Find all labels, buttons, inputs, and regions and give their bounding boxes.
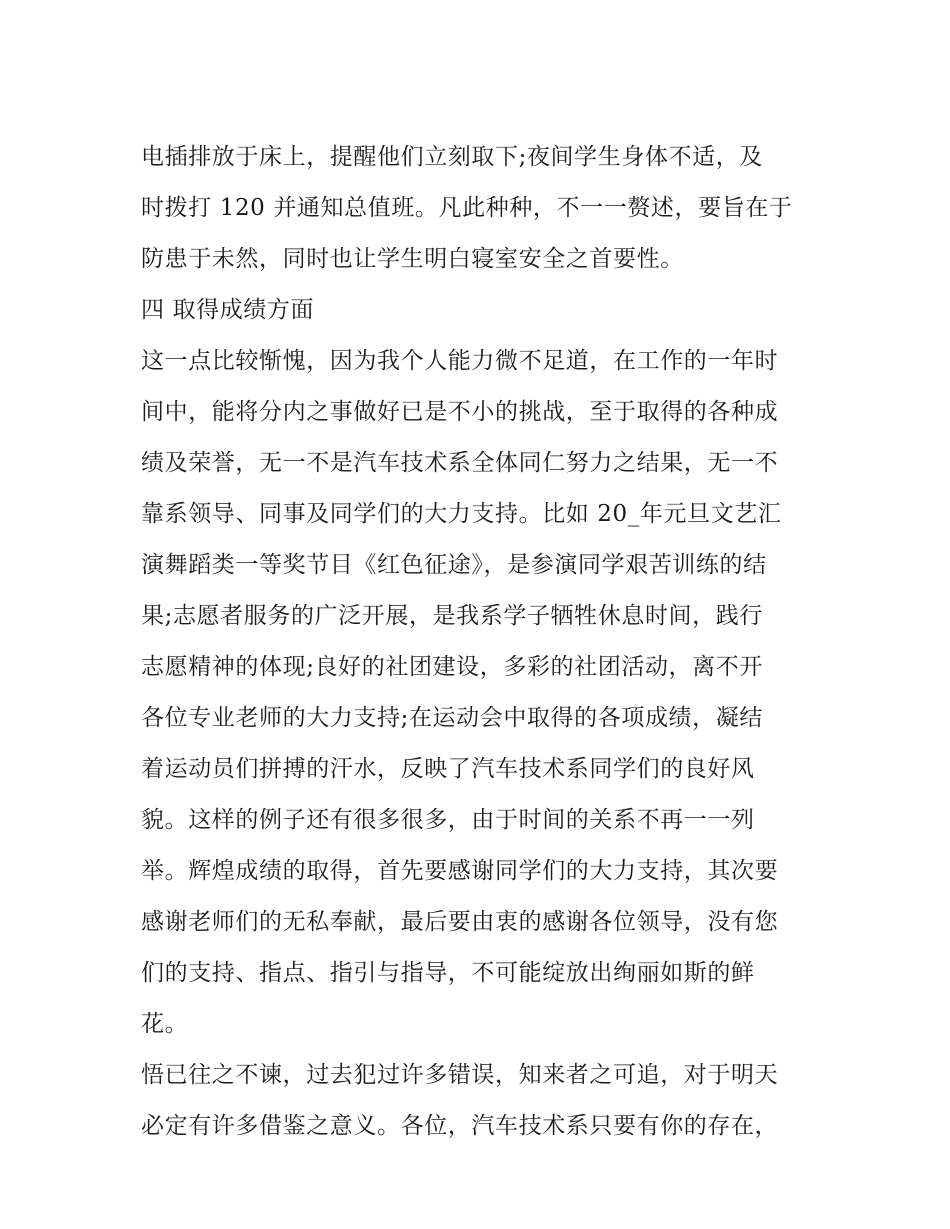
text-line: 必定有许多借鉴之意义。各位，汽车技术系只要有你的存在， (141, 1113, 779, 1139)
text-line: 间中，能将分内之事做好已是不小的挑战，至于取得的各种成 (141, 399, 779, 425)
text-line: 防患于未然，同时也让学生明白寝室安全之首要性。 (141, 246, 684, 272)
text-line: 电插排放于床上，提醒他们立刻取下;夜间学生身体不适，及 (141, 144, 763, 170)
text-line: 绩及荣誉，无一不是汽车技术系全体同仁努力之结果，无一不 (141, 450, 779, 476)
text-line: 各位专业老师的大力支持;在运动会中取得的各项成绩，凝结 (141, 705, 763, 731)
text-line: 着运动员们拼搏的汗水，反映了汽车技术系同学们的良好风 (141, 756, 755, 782)
text-line: 这一点比较惭愧，因为我个人能力微不足道，在工作的一年时 (141, 348, 779, 374)
text-line: 貌。这样的例子还有很多很多，由于时间的关系不再一一列 (141, 807, 755, 833)
text-line: 悟已往之不谏，过去犯过许多错误，知来者之可追，对于明天 (141, 1062, 779, 1088)
text-line: 志愿精神的体现;良好的社团建设，多彩的社团活动，离不开 (141, 654, 763, 680)
text-line: 们的支持、指点、指引与指导，不可能绽放出绚丽如斯的鲜 (141, 960, 755, 986)
text-line: 举。辉煌成绩的取得，首先要感谢同学们的大力支持，其次要 (141, 858, 779, 884)
section-heading: 四 取得成绩方面 (141, 297, 315, 323)
text-line: 果;志愿者服务的广泛开展，是我系学子牺牲休息时间，践行 (141, 603, 763, 629)
text-line: 演舞蹈类一等奖节目《红色征途》，是参演同学艰苦训练的结 (141, 552, 767, 578)
text-line: 感谢老师们的无私奉献，最后要由衷的感谢各位领导，没有您 (141, 909, 779, 935)
text-line: 靠系领导、同事及同学们的大力支持。比如 20_年元旦文艺汇 (141, 501, 782, 527)
body-text (141, 132, 821, 1152)
text-line: 花。 (141, 1011, 189, 1037)
text-line: 时拨打 120 并通知总值班。凡此种种，不一一赘述，要旨在于 (141, 195, 793, 221)
